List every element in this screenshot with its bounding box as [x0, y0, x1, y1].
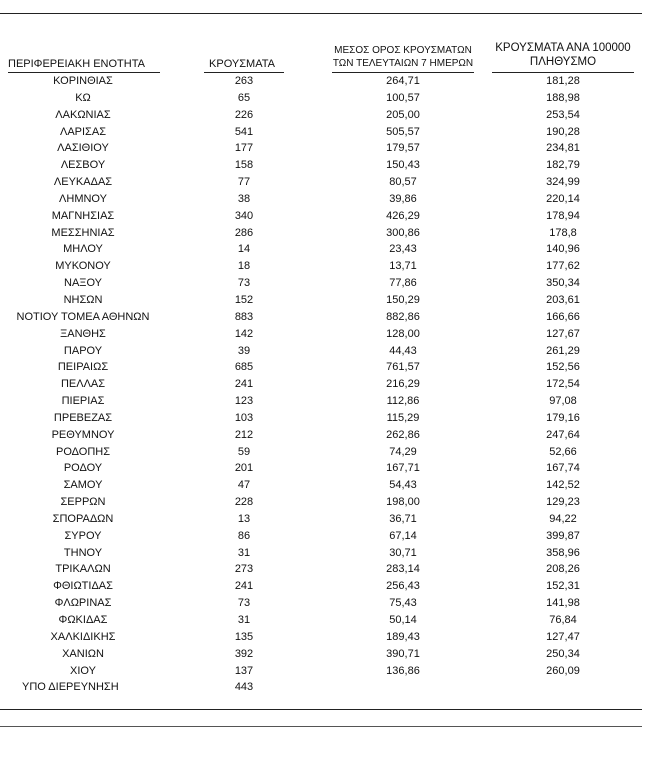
seven-day-average-value: 882,86	[386, 310, 420, 323]
seven-day-average-value: 167,71	[386, 462, 420, 475]
cases-per-100k-value: 253,54	[546, 108, 580, 121]
cases-per-100k-value: 261,29	[546, 344, 580, 357]
table-row	[0, 494, 650, 511]
cases-per-100k-value: 142,52	[546, 479, 580, 492]
seven-day-average-value: 77,86	[389, 277, 417, 290]
cases-per-100k-value: 94,22	[549, 512, 577, 525]
region-name: ΡΟΔΟΠΗΣ	[55, 445, 111, 458]
seven-day-average-value: 39,86	[389, 192, 417, 205]
cases-per-100k-value: 399,87	[546, 529, 580, 542]
cases-value: 142	[234, 327, 254, 340]
cases-per-100k-value: 127,47	[546, 630, 580, 643]
seven-day-average-value: 23,43	[389, 243, 417, 256]
seven-day-average-value: 67,14	[389, 529, 417, 542]
seven-day-average-value: 13,71	[389, 260, 417, 273]
cases-value: 59	[237, 445, 251, 458]
seven-day-average-value: 505,57	[386, 125, 420, 138]
table-row	[0, 258, 650, 275]
seven-day-average-value: 264,71	[386, 75, 420, 87]
cases-value: 273	[234, 563, 254, 576]
region-name: ΧΑΝΙΩΝ	[62, 647, 104, 660]
cases-per-100k-value: 141,98	[546, 597, 580, 610]
cases-per-100k-value: 152,31	[546, 580, 580, 593]
cases-value: 73	[237, 277, 251, 290]
seven-day-average-value: 150,29	[386, 293, 420, 306]
seven-day-average-value: 205,00	[386, 108, 420, 121]
cases-per-100k-value: 166,66	[546, 310, 580, 323]
region-name: ΛΑΣΙΘΙΟΥ	[57, 142, 109, 155]
cases-value: 47	[237, 479, 251, 492]
cases-per-100k-value: 52,66	[549, 445, 577, 458]
region-name: ΣΠΟΡΑΔΩΝ	[52, 512, 114, 525]
table-row	[0, 124, 650, 141]
header-region: ΠΕΡΙΦΕΡΕΙΑΚΗ ΕΝΟΤΗΤΑ	[8, 58, 145, 70]
cases-per-100k-value: 250,34	[546, 647, 580, 660]
seven-day-average-value: 115,29	[386, 411, 420, 424]
cases-per-100k-value: 178,94	[546, 209, 580, 222]
table-row	[0, 174, 650, 191]
table-row	[0, 427, 650, 444]
region-name: ΤΗΝΟΥ	[63, 546, 103, 559]
header-cases: ΚΡΟΥΣΜΑΤΑ	[209, 58, 275, 70]
cases-value: 39	[237, 344, 251, 357]
cases-value: 263	[234, 75, 254, 87]
region-name: ΦΘΙΩΤΙΔΑΣ	[53, 580, 113, 593]
seven-day-average-value: 390,71	[386, 647, 420, 660]
table-row	[0, 376, 650, 393]
cases-per-100k-value: 177,62	[546, 260, 580, 273]
table-row	[0, 578, 650, 595]
table-row	[0, 275, 650, 292]
region-name: ΧΙΟΥ	[70, 664, 96, 677]
region-name: ΜΕΣΣΗΝΙΑΣ	[51, 226, 115, 239]
region-name: ΜΥΚΟΝΟΥ	[55, 260, 111, 273]
cases-value: 340	[234, 209, 254, 222]
table-row	[0, 191, 650, 208]
seven-day-average-value: 262,86	[386, 428, 420, 441]
cases-per-100k-value: 324,99	[546, 176, 580, 189]
pending-label: ΥΠΟ ΔΙΕΡΕΥΝΗΣΗ	[22, 681, 119, 694]
region-name: ΜΑΓΝΗΣΙΑΣ	[51, 209, 115, 222]
region-name: ΣΕΡΡΩΝ	[60, 496, 106, 509]
cases-value: 31	[237, 546, 251, 559]
cases-value: 201	[234, 462, 254, 475]
cases-per-100k-value: 172,54	[546, 378, 580, 391]
cases-value: 13	[237, 512, 251, 525]
seven-day-average-value: 112,86	[386, 395, 420, 408]
table-row	[0, 663, 650, 680]
cases-value: 73	[237, 597, 251, 610]
cases-value: 31	[237, 614, 251, 626]
cases-value: 103	[234, 411, 254, 424]
table-row	[0, 343, 650, 360]
region-name: ΚΩ	[75, 91, 91, 104]
cases-per-100k-value: 188,98	[546, 91, 580, 104]
cases-per-100k-value: 167,74	[546, 462, 580, 475]
region-name: ΚΟΡΙΝΘΙΑΣ	[53, 75, 113, 87]
cases-value: 152	[234, 293, 254, 306]
seven-day-average-value: 54,43	[389, 479, 417, 492]
region-name: ΜΗΛΟΥ	[63, 243, 103, 256]
seven-day-average-value: 426,29	[386, 209, 420, 222]
table-row	[0, 225, 650, 242]
header-7day-average-line2: ΤΩΝ ΤΕΛΕΥΤΑΙΩΝ 7 ΗΜΕΡΩΝ	[332, 58, 474, 69]
region-name: ΣΑΜΟΥ	[63, 479, 103, 492]
cases-value: 392	[234, 647, 254, 660]
seven-day-average-value: 36,71	[389, 512, 417, 525]
table-row	[0, 241, 650, 258]
cases-value: 158	[234, 159, 254, 172]
table-row	[0, 107, 650, 124]
cases-per-100k-value: 208,26	[546, 563, 580, 576]
seven-day-average-value: 189,43	[386, 630, 420, 643]
table-row	[0, 511, 650, 528]
seven-day-average-value: 283,14	[386, 563, 420, 576]
cases-value: 77	[237, 176, 251, 189]
table-row	[0, 444, 650, 461]
seven-day-average-value: 179,57	[386, 142, 420, 155]
region-name: ΛΑΚΩΝΙΑΣ	[55, 108, 111, 121]
cases-per-100k-value: 260,09	[546, 664, 580, 677]
region-name: ΦΩΚΙΔΑΣ	[58, 614, 108, 626]
top-rule	[0, 13, 642, 14]
header-7day-average-line1: ΜΕΣΟΣ ΟΡΟΣ ΚΡΟΥΣΜΑΤΩΝ	[334, 45, 472, 56]
cases-per-100k-value: 247,64	[546, 428, 580, 441]
table-row	[0, 140, 650, 157]
seven-day-average-value: 80,57	[389, 176, 417, 189]
pending-cases-value: 443	[234, 681, 254, 694]
region-name: ΣΥΡΟΥ	[64, 529, 102, 542]
region-name: ΠΕΛΛΑΣ	[60, 378, 106, 391]
cases-value: 177	[234, 142, 254, 155]
cases-per-100k-value: 127,67	[546, 327, 580, 340]
cases-per-100k-value: 203,61	[546, 293, 580, 306]
cases-per-100k-value: 181,28	[546, 75, 580, 87]
table-row	[0, 477, 650, 494]
cases-value: 135	[234, 630, 254, 643]
header-cases-per-100k	[478, 41, 648, 69]
seven-day-average-value: 44,43	[389, 344, 417, 357]
cases-per-100k-value: 178,8	[549, 226, 577, 239]
cases-per-100k-value: 234,81	[546, 142, 580, 155]
region-name: ΦΛΩΡΙΝΑΣ	[54, 597, 112, 610]
cases-value: 38	[237, 192, 251, 205]
cases-value: 123	[234, 395, 254, 408]
header-7day-average	[318, 44, 488, 70]
seven-day-average-value: 74,29	[389, 445, 417, 458]
cases-per-100k-value: 182,79	[546, 159, 580, 172]
region-name: ΝΟΤΙΟΥ ΤΟΜΕΑ ΑΘΗΝΩΝ	[16, 310, 150, 323]
table-row	[0, 629, 650, 646]
region-name: ΠΙΕΡΙΑΣ	[61, 395, 105, 408]
cases-value: 18	[237, 260, 251, 273]
region-name: ΠΑΡΟΥ	[63, 344, 103, 357]
table-row	[0, 393, 650, 410]
region-name: ΝΑΞΟΥ	[64, 277, 102, 290]
table-row	[0, 90, 650, 107]
table-row	[0, 208, 650, 225]
table-row	[0, 326, 650, 343]
header-cases-per-100k-line1: ΚΡΟΥΣΜΑΤΑ ΑΝΑ 100000	[495, 42, 631, 54]
pending-row	[0, 679, 650, 696]
cases-per-100k-value: 76,84	[549, 614, 577, 626]
seven-day-average-value: 300,86	[386, 226, 420, 239]
cases-value: 541	[234, 125, 254, 138]
region-name: ΡΕΘΥΜΝΟΥ	[51, 428, 115, 441]
cases-value: 685	[234, 361, 254, 374]
table-row	[0, 561, 650, 578]
cases-value: 241	[234, 378, 254, 391]
table-row	[0, 595, 650, 612]
region-name: ΠΕΙΡΑΙΩΣ	[57, 361, 109, 374]
table-row	[0, 292, 650, 309]
cases-per-100k-value: 190,28	[546, 125, 580, 138]
cases-value: 286	[234, 226, 254, 239]
seven-day-average-value: 256,43	[386, 580, 420, 593]
cases-per-100k-value: 97,08	[549, 395, 577, 408]
region-name: ΤΡΙΚΑΛΩΝ	[55, 563, 111, 576]
table-row	[0, 157, 650, 174]
header-cases-per-100k-line2: ΠΛΗΘΥΣΜΟ	[529, 56, 597, 68]
bottom-rule	[0, 709, 642, 710]
table-row	[0, 73, 650, 90]
cases-table	[0, 73, 650, 696]
table-row	[0, 359, 650, 376]
seven-day-average-value: 50,14	[389, 614, 417, 626]
table-row	[0, 410, 650, 427]
cases-value: 86	[237, 529, 251, 542]
seven-day-average-value: 30,71	[389, 546, 417, 559]
cases-per-100k-value: 179,16	[546, 411, 580, 424]
table-row	[0, 612, 650, 629]
table-row	[0, 460, 650, 477]
cases-per-100k-value: 152,56	[546, 361, 580, 374]
cases-per-100k-value: 220,14	[546, 192, 580, 205]
bottom-rule-secondary	[0, 726, 642, 727]
seven-day-average-value: 75,43	[389, 597, 417, 610]
cases-value: 226	[234, 108, 254, 121]
cases-value: 137	[234, 664, 254, 677]
seven-day-average-value: 216,29	[386, 378, 420, 391]
region-name: ΧΑΛΚΙΔΙΚΗΣ	[50, 630, 116, 643]
seven-day-average-value: 128,00	[386, 327, 420, 340]
table-row	[0, 646, 650, 663]
region-name: ΛΑΡΙΣΑΣ	[59, 125, 106, 138]
seven-day-average-value: 761,57	[386, 361, 420, 374]
cases-value: 212	[234, 428, 254, 441]
region-name: ΛΕΥΚΑΔΑΣ	[53, 176, 113, 189]
table-row	[0, 528, 650, 545]
region-name: ΛΗΜΝΟΥ	[59, 192, 107, 205]
region-name: ΝΗΣΩΝ	[63, 293, 103, 306]
seven-day-average-value: 198,00	[386, 496, 420, 509]
table-row	[0, 545, 650, 562]
cases-per-100k-value: 140,96	[546, 243, 580, 256]
region-name: ΠΡΕΒΕΖΑΣ	[53, 411, 113, 424]
region-name: ΡΟΔΟΥ	[63, 462, 103, 475]
seven-day-average-value: 100,57	[386, 91, 420, 104]
region-name: ΛΕΣΒΟΥ	[60, 159, 106, 172]
cases-per-100k-value: 129,23	[546, 496, 580, 509]
cases-value: 14	[237, 243, 251, 256]
seven-day-average-value: 150,43	[386, 159, 420, 172]
cases-value: 228	[234, 496, 254, 509]
seven-day-average-value: 136,86	[386, 664, 420, 677]
cases-per-100k-value: 358,96	[546, 546, 580, 559]
cases-value: 65	[237, 91, 251, 104]
region-name: ΞΑΝΘΗΣ	[60, 327, 106, 340]
cases-per-100k-value: 350,34	[546, 277, 580, 290]
cases-value: 883	[234, 310, 254, 323]
table-row	[0, 309, 650, 326]
cases-value: 241	[234, 580, 254, 593]
